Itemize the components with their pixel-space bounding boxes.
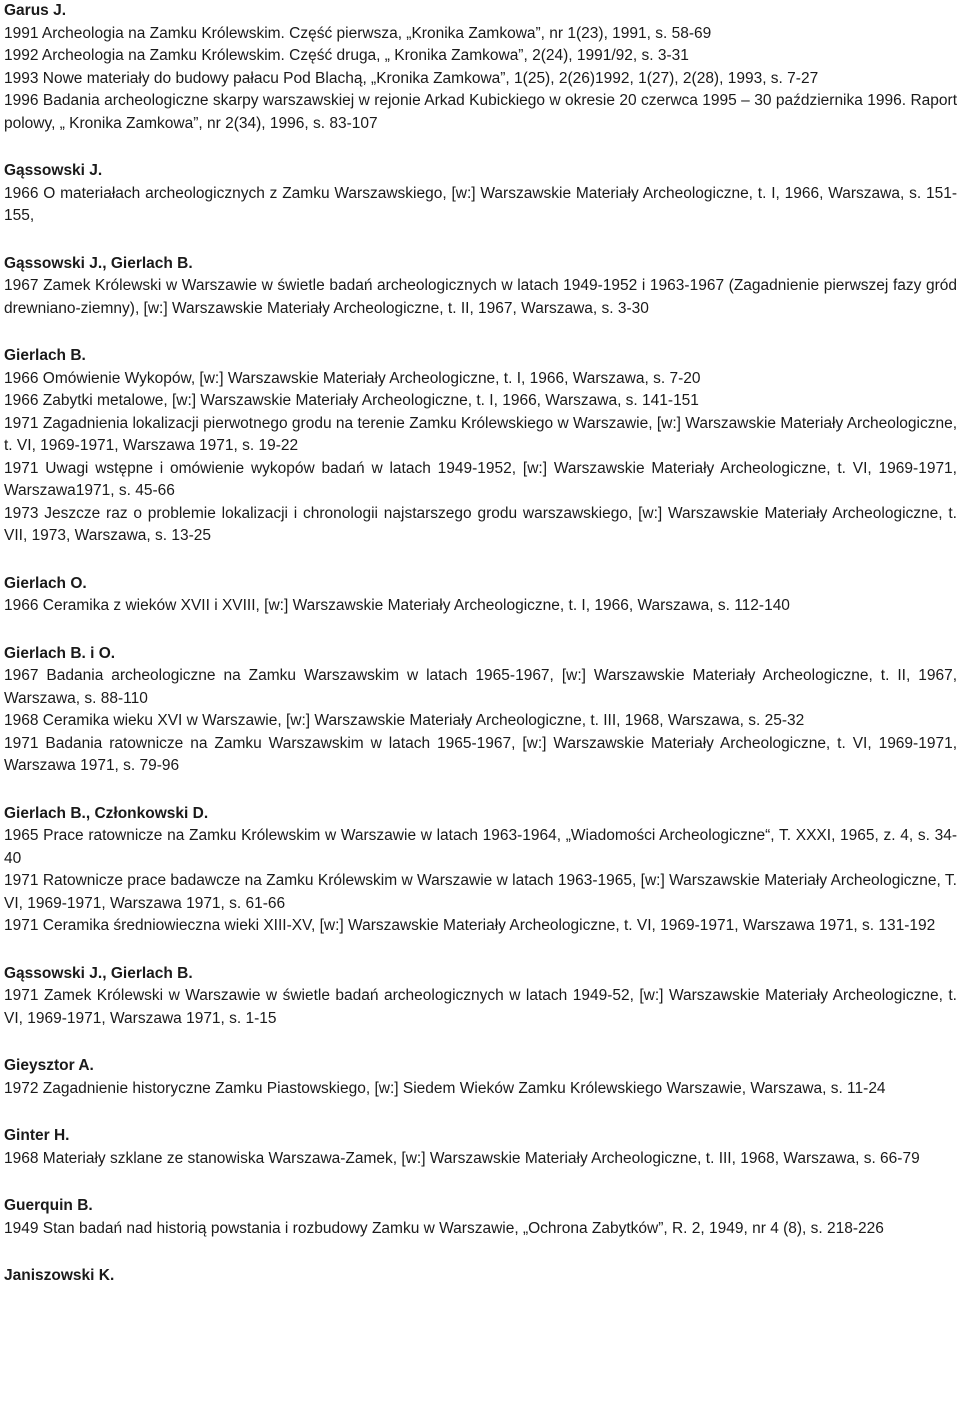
bibliography-entry: 1991 Archeologia na Zamku Królewskim. Część pierwsza, „Kronika Zamkowa”, nr 1(23), 1991, s. 58-69 <box>4 24 712 42</box>
author-name: Gąssowski J. <box>4 162 103 179</box>
author-block-gierlach-czlonkowski <box>4 803 957 938</box>
author-block-gassowski-gierlach <box>4 253 957 321</box>
bibliography-entry: 1949 Stan badań nad historią powstania i rozbudowy Zamku w Warszawie, „Ochrona Zabytków”, R. 2, 1949, nr 4 (8), s. 218-226 <box>4 1219 884 1237</box>
author-block-guerquin <box>4 1195 957 1240</box>
author-block-gierlach-b <box>4 345 957 548</box>
author-name: Guerquin B. <box>4 1197 93 1214</box>
bibliography-entry: 1966 Omówienie Wykopów, [w:] Warszawskie Materiały Archeologiczne, t. I, 1966, Warszawa, s. 7-20 <box>4 369 701 387</box>
author-name: Garus J. <box>4 2 67 19</box>
author-block-gierlach-b-o <box>4 643 957 778</box>
author-name: Gąssowski J., Gierlach B. <box>4 254 193 272</box>
bibliography-entry: 1971 Uwagi wstępne i omówienie wykopów badań w latach 1949-1952, [w:] Warszawskie Materiały Archeologiczne, t. VI, 1969-1971, Warszawa1971, s. 45-66 <box>4 459 957 499</box>
bibliography-entry: 1971 Badania ratownicze na Zamku Warszawskim w latach 1965-1967, [w:] Warszawskie Materiały Archeologiczne, t. VI, 1969-1971, Warszawa 1971, s. 79-96 <box>4 734 957 774</box>
bibliography-entry: 1968 Materiały szklane ze stanowiska Warszawa-Zamek, [w:] Warszawskie Materiały Archeologiczne, t. III, 1968, Warszawa, s. 66-79 <box>4 1149 920 1167</box>
bibliography-entry: 1971 Ceramika średniowieczna wieki XIII-XV, [w:] Warszawskie Materiały Archeologiczne, t. VI, 1969-1971, Warszawa 1971, s. 131-192 <box>4 917 936 934</box>
bibliography-entry: 1968 Ceramika wieku XVI w Warszawie, [w:] Warszawskie Materiały Archeologiczne, t. III, 1968, Warszawa, s. 25-32 <box>4 712 805 729</box>
bibliography-entry: 1967 Badania archeologiczne na Zamku Warszawskim w latach 1965-1967, [w:] Warszawskie Materiały Archeologiczne, t. II, 1967, Warszawa, s. 88-110 <box>4 667 957 707</box>
author-name: Janiszowski K. <box>4 1267 115 1284</box>
bibliography-entry: 1973 Jeszcze raz o problemie lokalizacji i chronologii najstarszego grodu warszawskiego, [w:] Warszawskie Materiały Archeologiczne, t. VII, 1973, Warszawa, s. 13-25 <box>4 504 957 544</box>
bibliography-entry: 1966 O materiałach archeologicznych z Zamku Warszawskiego, [w:] Warszawskie Materiały Archeologiczne, t. I, 1966, Warszawa, s. 151-155, <box>4 184 957 224</box>
bibliography-page <box>4 0 957 1313</box>
author-name: Gierlach B. i O. <box>4 644 116 662</box>
author-block-gassowski-gierlach-2 <box>4 963 957 1031</box>
bibliography-entry: 1972 Zagadnienie historyczne Zamku Piastowskiego, [w:] Siedem Wieków Zamku Królewskiego Warszawie, Warszawa, s. 11-24 <box>4 1079 886 1097</box>
bibliography-entry: 1966 Ceramika z wieków XVII i XVIII, [w:] Warszawskie Materiały Archeologiczne, t. I, 1966, Warszawa, s. 112-140 <box>4 597 790 614</box>
author-block-gieysztor <box>4 1055 957 1100</box>
bibliography-entry: 1967 Zamek Królewski w Warszawie w świetle badań archeologicznych w latach 1949-1952 i 1963-1967 (Zagadnienie pierwszej fazy gród drewniano-ziemny), [w:] Warszawskie Materiały Archeologiczne, t. II, 1967, Warszawa, s. 3-30 <box>4 277 957 317</box>
author-name: Gierlach B. <box>4 347 86 364</box>
author-name: Gąssowski J., Gierlach B. <box>4 964 193 982</box>
bibliography-entry: 1966 Zabytki metalowe, [w:] Warszawskie Materiały Archeologiczne, t. I, 1966, Warszawa, s. 141-151 <box>4 392 699 409</box>
author-block-janiszowski <box>4 1265 957 1288</box>
bibliography-entry: 1996 Badania archeologiczne skarpy warszawskiej w rejonie Arkad Kubickiego w okresie 20 czerwca 1995 – 30 października 1996. Raport polowy, „ Kronika Zamkowa”, nr 2(34), 1996, s. 83-107 <box>4 92 957 132</box>
bibliography-entry: 1965 Prace ratownicze na Zamku Królewskim w Warszawie w latach 1963-1964, „Wiadomości Archeologiczne“, T. XXXI, 1965, z. 4, s. 34-40 <box>4 827 957 867</box>
bibliography-entry: 1971 Ratownicze prace badawcze na Zamku Królewskim w Warszawie w latach 1963-1965, [w:] Warszawskie Materiały Archeologiczne, T. VI, 1969-1971, Warszawa 1971, s. 61-66 <box>4 872 957 912</box>
bibliography-entry: 1993 Nowe materiały do budowy pałacu Pod Blachą, „Kronika Zamkowa”, 1(25), 2(26)1992, 1(27), 2(28), 1993, s. 7-27 <box>4 69 819 87</box>
author-block-garus <box>4 0 957 135</box>
author-name: Gieysztor A. <box>4 1057 94 1074</box>
bibliography-entry: 1992 Archeologia na Zamku Królewskim. Część druga, „ Kronika Zamkowa”, 2(24), 1991/92, s. 3-31 <box>4 47 689 64</box>
author-name: Ginter H. <box>4 1127 70 1144</box>
bibliography-entry: 1971 Zamek Królewski w Warszawie w świetle badań archeologicznych w latach 1949-52, [w:] Warszawskie Materiały Archeologiczne, t. VI, 1969-1971, Warszawa 1971, s. 1-15 <box>4 987 957 1027</box>
author-name: Gierlach B., Członkowski D. <box>4 804 209 822</box>
author-block-ginter <box>4 1125 957 1170</box>
bibliography-entry: 1971 Zagadnienia lokalizacji pierwotnego grodu na terenie Zamku Królewskiego w Warszawie, [w:] Warszawskie Materiały Archeologiczne, t. VI, 1969-1971, Warszawa 1971, s. 19-22 <box>4 414 957 454</box>
author-block-gassowski <box>4 160 957 228</box>
author-name: Gierlach O. <box>4 574 87 592</box>
author-block-gierlach-o <box>4 573 957 618</box>
